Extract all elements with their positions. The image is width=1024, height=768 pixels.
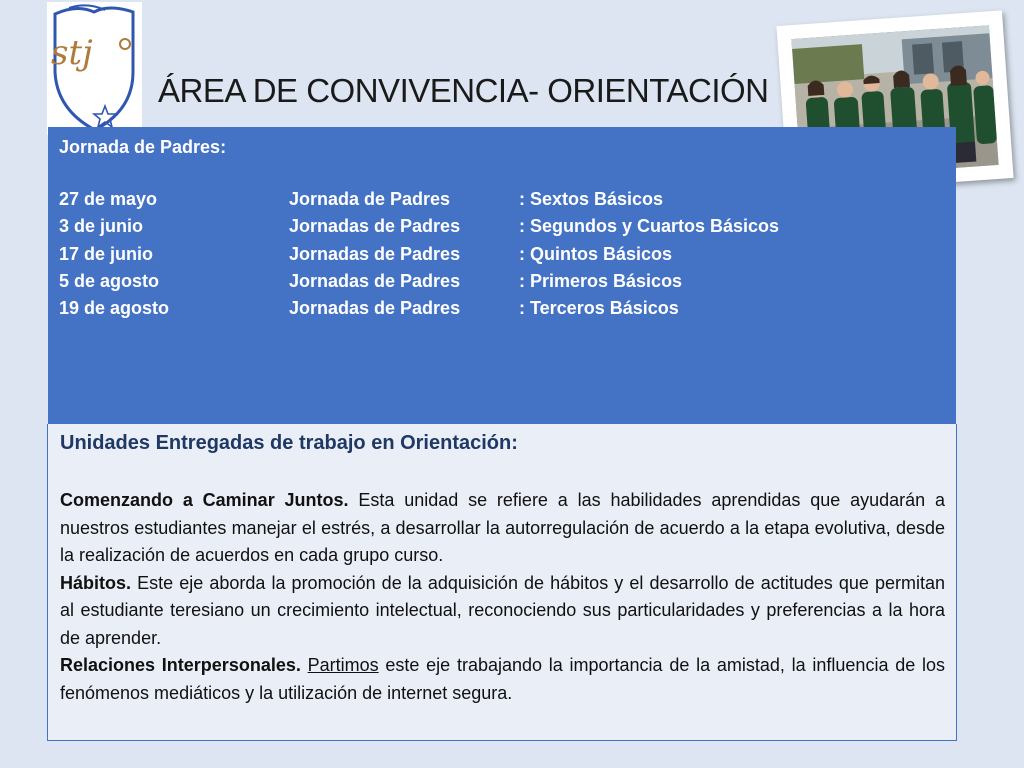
unit-text: este eje trabajando la importancia de la amistad, la influencia de los fenómenos mediáticos y la utilización de internet segura. [60, 655, 945, 703]
jornada-heading: Jornada de Padres: [59, 137, 227, 157]
unit-text: Esta unidad se refiere a las habilidades aprendidas que ayudarán a nuestros estudiantes manejar el estrés, a desarrollar la autorregulación de acuerdo a la etapa evolutiva, desde la realización de acuerdos en cada grupo curso. [60, 490, 946, 565]
jornada-row [59, 244, 939, 268]
jornada-event: Jornadas de Padres [289, 216, 461, 237]
jornada-date: 3 de junio [59, 216, 144, 237]
jornada-row [59, 298, 939, 322]
units-heading: Unidades Entregadas de trabajo en Orientación: [60, 432, 518, 454]
unit-name: Hábitos. [60, 572, 132, 593]
jornada-event: Jornadas de Padres [289, 270, 461, 291]
unit-item [60, 487, 945, 570]
jornada-date: 19 de agosto [59, 298, 170, 319]
jornada-date: 17 de junio [59, 243, 154, 264]
jornada-row [59, 189, 939, 213]
jornada-group: : Terceros Básicos [519, 298, 679, 319]
jornada-group: : Quintos Básicos [519, 243, 673, 264]
unit-text: Este eje aborda la promoción de la adquisición de hábitos y el desarrollo de actitudes que permitan al estudiante teresiano un crecimiento intelectual, reconociendo sus particularidades y preferencias a la hora de aprender. [60, 572, 945, 648]
jornada-group: : Sextos Básicos [519, 189, 664, 209]
school-logo [47, 2, 142, 135]
units-panel [47, 424, 957, 741]
unit-name: Comenzando a Caminar Juntos. [60, 490, 349, 510]
jornada-row [59, 216, 939, 240]
unit-item [60, 570, 945, 653]
parents-schedule-panel [48, 127, 956, 424]
jornada-event: Jornada de Padres [289, 189, 451, 209]
units-body [60, 487, 945, 707]
page-title: ÁREA DE CONVIVENCIA- ORIENTACIÓN [158, 72, 769, 109]
unit-item [60, 652, 945, 707]
jornada-group: : Primeros Básicos [519, 270, 683, 291]
unit-underlined-word: Partimos [307, 655, 379, 675]
jornada-event: Jornadas de Padres [289, 243, 461, 264]
school-crest-icon [47, 2, 142, 135]
jornada-event: Jornadas de Padres [289, 298, 461, 319]
jornada-row [59, 271, 939, 295]
jornada-date: 27 de mayo [59, 189, 158, 209]
jornada-date: 5 de agosto [59, 270, 160, 291]
jornada-group: : Segundos y Cuartos Básicos [519, 216, 780, 237]
logo-letters: stj [51, 33, 93, 73]
unit-name: Relaciones Interpersonales. [60, 655, 301, 675]
